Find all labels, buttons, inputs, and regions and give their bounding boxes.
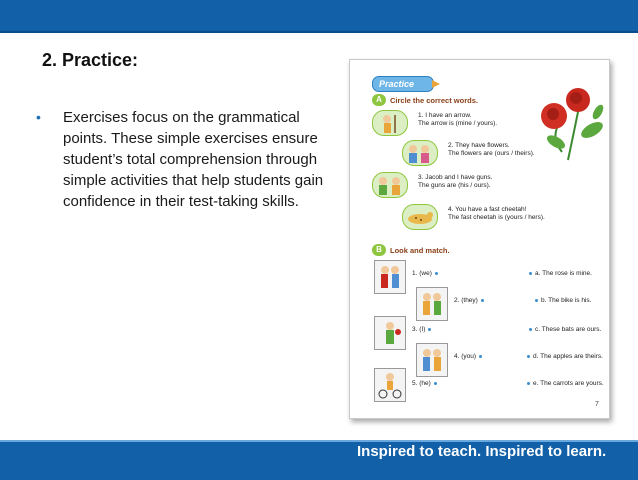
match-dot[interactable] (434, 382, 437, 385)
question-4-picture (402, 204, 438, 230)
match-left-1-text: 1. (we) (412, 270, 432, 277)
page-number: 7 (595, 401, 599, 408)
tagline: Inspired to teach. Inspired to learn. (357, 443, 607, 460)
question-3-picture (372, 172, 408, 198)
match-picture-5 (374, 368, 406, 402)
kids-apples-icon (417, 288, 447, 320)
match-left-2 (454, 297, 487, 304)
cheetah-icon (403, 205, 437, 229)
match-picture-4 (416, 343, 448, 377)
match-right-4 (524, 353, 603, 360)
boy-arrow-icon (373, 111, 407, 135)
question-3-line2: The guns are (his / ours). (418, 182, 491, 189)
section-b-badge: B (372, 244, 386, 256)
children-flowers-icon (403, 141, 437, 165)
pencil-tip-icon (432, 80, 440, 88)
kids-bats-icon (375, 261, 405, 293)
match-dot[interactable] (529, 272, 532, 275)
girl-rose-icon (375, 317, 405, 349)
match-dot[interactable] (535, 299, 538, 302)
match-dot[interactable] (479, 355, 482, 358)
match-right-4-text: d. The apples are theirs. (533, 353, 603, 360)
bullet-marker: • (36, 109, 41, 125)
match-right-3 (526, 326, 601, 333)
match-picture-1 (374, 260, 406, 294)
match-picture-2 (416, 287, 448, 321)
question-1-line1: 1. I have an arrow. (418, 112, 472, 119)
question-2-line1: 2. They have flowers. (448, 142, 510, 149)
question-1-line2: The arrow is (mine / yours). (418, 120, 498, 127)
match-dot[interactable] (428, 328, 431, 331)
slide-title: 2. Practice: (42, 50, 139, 70)
bullet-text: Exercises focus on the grammatical points. These simple exercises ensure student’s total comprehension through simple activities that help students gain confidence in their test-taking skills. (63, 109, 324, 210)
match-dot[interactable] (481, 299, 484, 302)
match-right-1 (526, 270, 592, 277)
match-left-4-text: 4. (you) (454, 353, 477, 360)
match-left-3 (412, 326, 434, 333)
top-banner (0, 0, 638, 33)
match-right-3-text: c. These bats are ours. (535, 326, 602, 333)
question-3-line1: 3. Jacob and I have guns. (418, 174, 493, 181)
kids-carrots-icon (417, 344, 447, 376)
textbook-page-image (349, 59, 610, 419)
match-right-2 (532, 297, 591, 304)
question-2 (448, 142, 535, 158)
match-dot[interactable] (435, 272, 438, 275)
question-1 (418, 112, 497, 128)
match-right-5-text: e. The carrots are yours. (533, 380, 604, 387)
section-a-badge: A (372, 94, 386, 106)
bullet-item (36, 107, 326, 212)
match-left-4 (454, 353, 485, 360)
match-right-2-text: b. The bike is his. (541, 297, 592, 304)
question-3 (418, 174, 492, 190)
question-4-line2: The fast cheetah is (yours / hers). (448, 214, 545, 221)
question-1-picture (372, 110, 408, 136)
question-2-picture (402, 140, 438, 166)
match-left-1 (412, 270, 441, 277)
boy-bike-icon (375, 369, 405, 401)
match-left-5 (412, 380, 440, 387)
match-right-1-text: a. The rose is mine. (535, 270, 592, 277)
match-left-5-text: 5. (he) (412, 380, 431, 387)
question-4 (448, 206, 545, 222)
boys-guns-icon (373, 173, 407, 197)
question-4-line1: 4. You have a fast cheetah! (448, 206, 527, 213)
practice-banner-label: Practice (379, 79, 415, 89)
section-b-heading: Look and match. (390, 246, 450, 255)
match-right-5 (524, 380, 604, 387)
practice-banner (372, 76, 434, 92)
match-left-2-text: 2. (they) (454, 297, 478, 304)
section-a-heading: Circle the correct words. (390, 96, 478, 105)
match-left-3-text: 3. (I) (412, 326, 426, 333)
match-picture-3 (374, 316, 406, 350)
match-dot[interactable] (529, 328, 532, 331)
match-dot[interactable] (527, 355, 530, 358)
question-2-line2: The flowers are (ours / theirs). (448, 150, 535, 157)
match-dot[interactable] (527, 382, 530, 385)
